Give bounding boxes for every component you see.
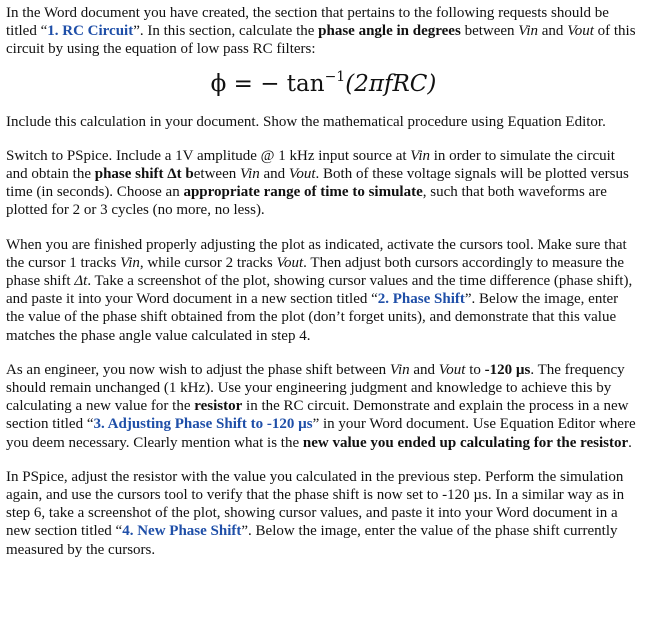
var-vout: Vout	[438, 361, 466, 378]
text: and	[409, 361, 439, 378]
text: and	[259, 166, 289, 183]
text: In the Word document you have created, the section that pertains to the following requests should be titled “	[6, 5, 609, 40]
text: Switch to PSpice. Include a 1V amplitude @ 1 kHz input source at	[6, 147, 411, 164]
var-vout: Vout	[276, 254, 304, 271]
var-vin: Vin	[518, 23, 539, 40]
bold-resistor: resistor	[194, 398, 243, 415]
phase-angle-equation	[6, 69, 639, 99]
bold-phase-angle: phase angle in degrees	[318, 23, 461, 40]
paragraph-cursors-tool	[6, 236, 639, 345]
bold-phase-shift: phase shift Δt b	[94, 166, 194, 183]
var-vout: Vout	[288, 166, 316, 183]
text: ”. Below the image, enter the value of the phase shift currently measured by the cursors.	[6, 523, 618, 558]
text: . The frequency should remain unchanged (1 kHz). Use your engineering judgment and knowledge to achieve this by calculating a new value for the	[6, 361, 625, 415]
text: Include this calculation in your document. Show the mathematical procedure using Equation Editor.	[6, 113, 606, 130]
text: When you are finished properly adjusting the plot as indicated, activate the cursors tool. Make sure that the cursor 1 tracks	[6, 236, 627, 271]
var-vin: Vin	[120, 254, 140, 271]
bold-new-resistor-value: new value you ended up calculating for the resistor	[302, 434, 629, 451]
text: . Both of these voltage signals will be plotted versus time (in seconds). Choose an	[6, 166, 629, 201]
equation-exponent: −1	[324, 68, 346, 85]
text: and	[538, 23, 568, 40]
text: between	[460, 23, 519, 40]
paragraph-rc-circuit-intro	[6, 4, 639, 59]
text: , while cursor 2 tracks	[139, 254, 277, 271]
paragraph-pspice-simulation	[6, 147, 639, 220]
var-vin: Vin	[239, 166, 260, 183]
var-vout: Vout	[567, 23, 594, 40]
equation-lhs: ϕ = − tan	[210, 70, 325, 97]
text: . Take a screenshot of the plot, showing cursor values and the time difference (phase shift), and paste it into your Word document in a new section titled “	[6, 273, 633, 308]
section-title-new-phase-shift: 4. New Phase Shift	[122, 523, 242, 540]
section-title-rc-circuit: 1. RC Circuit	[47, 23, 134, 40]
bold-target-shift: -120 µs	[484, 361, 531, 378]
section-title-phase-shift: 2. Phase Shift	[377, 291, 465, 308]
var-vin: Vin	[389, 361, 410, 378]
section-title-adjusting-phase-shift: 3. Adjusting Phase Shift to -120 µs	[93, 416, 313, 433]
paragraph-new-phase-shift	[6, 468, 639, 559]
paragraph-include-calculation	[6, 113, 639, 131]
bold-time-range: appropriate range of time to simulate	[183, 184, 423, 201]
var-delta-t: Δt	[74, 273, 88, 290]
var-vin: Vin	[410, 147, 431, 164]
equation-argument: (2πfRC)	[345, 70, 437, 97]
text: in the RC circuit. Demonstrate and explain the process in a new section titled “	[6, 398, 629, 433]
text: ”. Below the image, enter the value of the phase shift obtained from the plot (don’t forget units), and demonstrate that this value matches the phase angle value calculated in step 4.	[6, 291, 619, 344]
text: In PSpice, adjust the resistor with the value you calculated in the previous step. Perform the simulation again, and use the cursors tool to verify that the phase shift is now set to -120 µs. In a similar way as in step 6, take a screenshot of the plot, showing cursor values, and paste it into your Word document in a new section titled “	[6, 468, 625, 540]
paragraph-adjust-phase-shift	[6, 361, 639, 452]
text: .	[628, 434, 632, 451]
text: . Then adjust both cursors accordingly to measure the phase shift	[6, 254, 625, 290]
text: As an engineer, you now wish to adjust the phase shift between	[6, 361, 390, 378]
text: of this circuit by using the equation of low pass RC filters:	[6, 23, 636, 58]
text: in order to simulate the circuit and obtain the	[6, 147, 615, 183]
text: ”. In this section, calculate the	[133, 23, 319, 40]
text: etween	[193, 166, 240, 183]
text: to	[465, 361, 485, 378]
text: ” in your Word document. Use Equation Editor where you deem necessary. Clearly mention what is the	[6, 416, 636, 451]
text: , such that both waveforms are plotted for 2 or 3 cycles (no more, no less).	[6, 184, 607, 219]
